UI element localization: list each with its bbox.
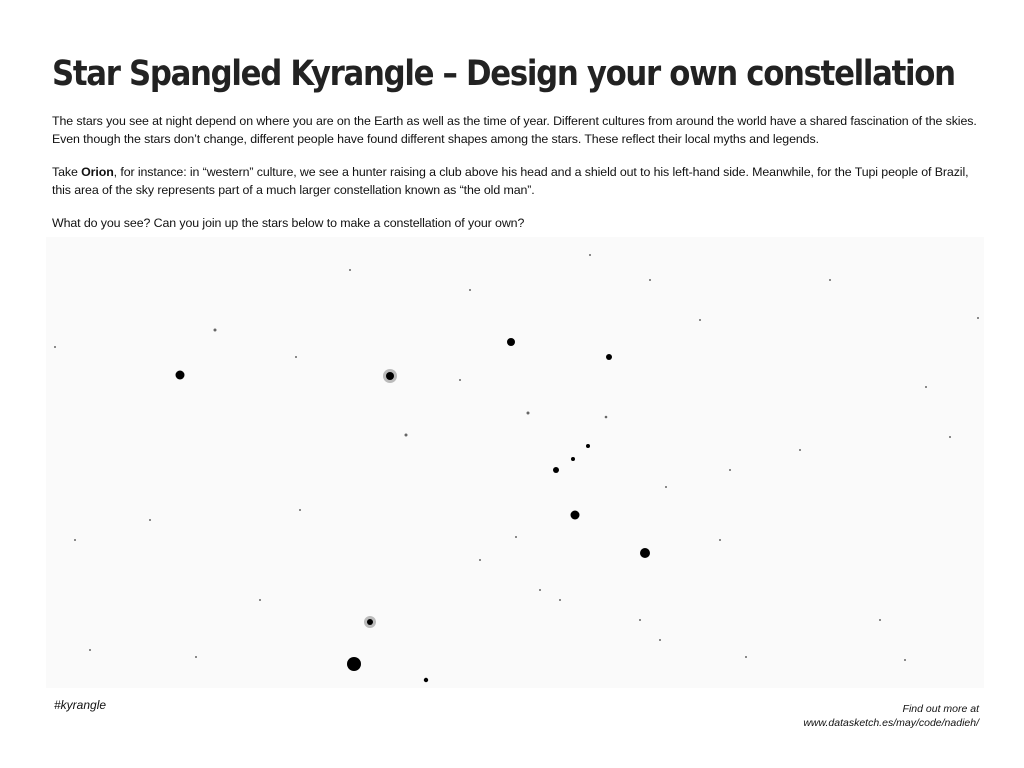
- hashtag: #kyrangle: [54, 698, 107, 712]
- star: [367, 619, 373, 625]
- star: [925, 386, 927, 388]
- page-title: Star Spangled Kyrangle – Design your own constellation: [52, 54, 955, 94]
- more-label: Find out more at: [902, 703, 979, 715]
- website-link[interactable]: www.datasketch.es/may/code/nadieh/: [803, 717, 979, 729]
- star: [605, 416, 608, 419]
- star: [479, 559, 481, 561]
- star: [829, 279, 831, 281]
- star: [386, 372, 394, 380]
- star: [729, 469, 731, 471]
- question-paragraph: What do you see? Can you join up the stars below to make a constellation of your own?: [52, 216, 525, 230]
- star: [571, 511, 580, 520]
- star: [586, 444, 590, 448]
- star: [665, 486, 667, 488]
- star: [879, 619, 881, 621]
- orion-bold: Orion: [81, 165, 114, 179]
- star: [424, 678, 428, 682]
- star: [259, 599, 261, 601]
- star: [349, 269, 351, 271]
- star: [745, 656, 747, 658]
- star: [904, 659, 906, 661]
- star: [299, 509, 301, 511]
- star: [347, 657, 361, 671]
- star: [649, 279, 651, 281]
- star: [553, 467, 559, 473]
- star-field-image: [46, 237, 984, 688]
- text: Take: [52, 165, 82, 179]
- find-out-more: [803, 702, 979, 730]
- star: [539, 589, 541, 591]
- star: [589, 254, 591, 256]
- star: [515, 536, 517, 538]
- star-field: [46, 237, 984, 688]
- star: [176, 371, 185, 380]
- star: [977, 317, 979, 319]
- star: [507, 338, 515, 346]
- star: [571, 457, 575, 461]
- star: [149, 519, 151, 521]
- star: [214, 329, 217, 332]
- star: [54, 346, 56, 348]
- text: , for instance: in “western” culture, we see a hunter raising a club above his head and a shield out to his left-hand side. Meanwhile, for the Tupi people of Brazil, this area of the sky represents part of a much larger constellation known as “the old man”.: [52, 165, 969, 197]
- star: [195, 656, 197, 658]
- star: [606, 354, 612, 360]
- star: [639, 619, 641, 621]
- orion-paragraph: [52, 164, 987, 199]
- star: [559, 599, 561, 601]
- intro-paragraph: The stars you see at night depend on where you are on the Earth as well as the time of year. Different cultures from around the world have a shared fascination of the skies. Even though the stars don’t change, different people have found different shapes among the stars. These reflect their local myths and legends.: [52, 114, 977, 146]
- star: [89, 649, 91, 651]
- star: [469, 289, 471, 291]
- star: [719, 539, 721, 541]
- star: [659, 639, 661, 641]
- star: [949, 436, 951, 438]
- star: [699, 319, 701, 321]
- star: [74, 539, 76, 541]
- star: [295, 356, 297, 358]
- star: [405, 434, 408, 437]
- star: [527, 412, 530, 415]
- star: [459, 379, 461, 381]
- star: [640, 548, 650, 558]
- star: [799, 449, 801, 451]
